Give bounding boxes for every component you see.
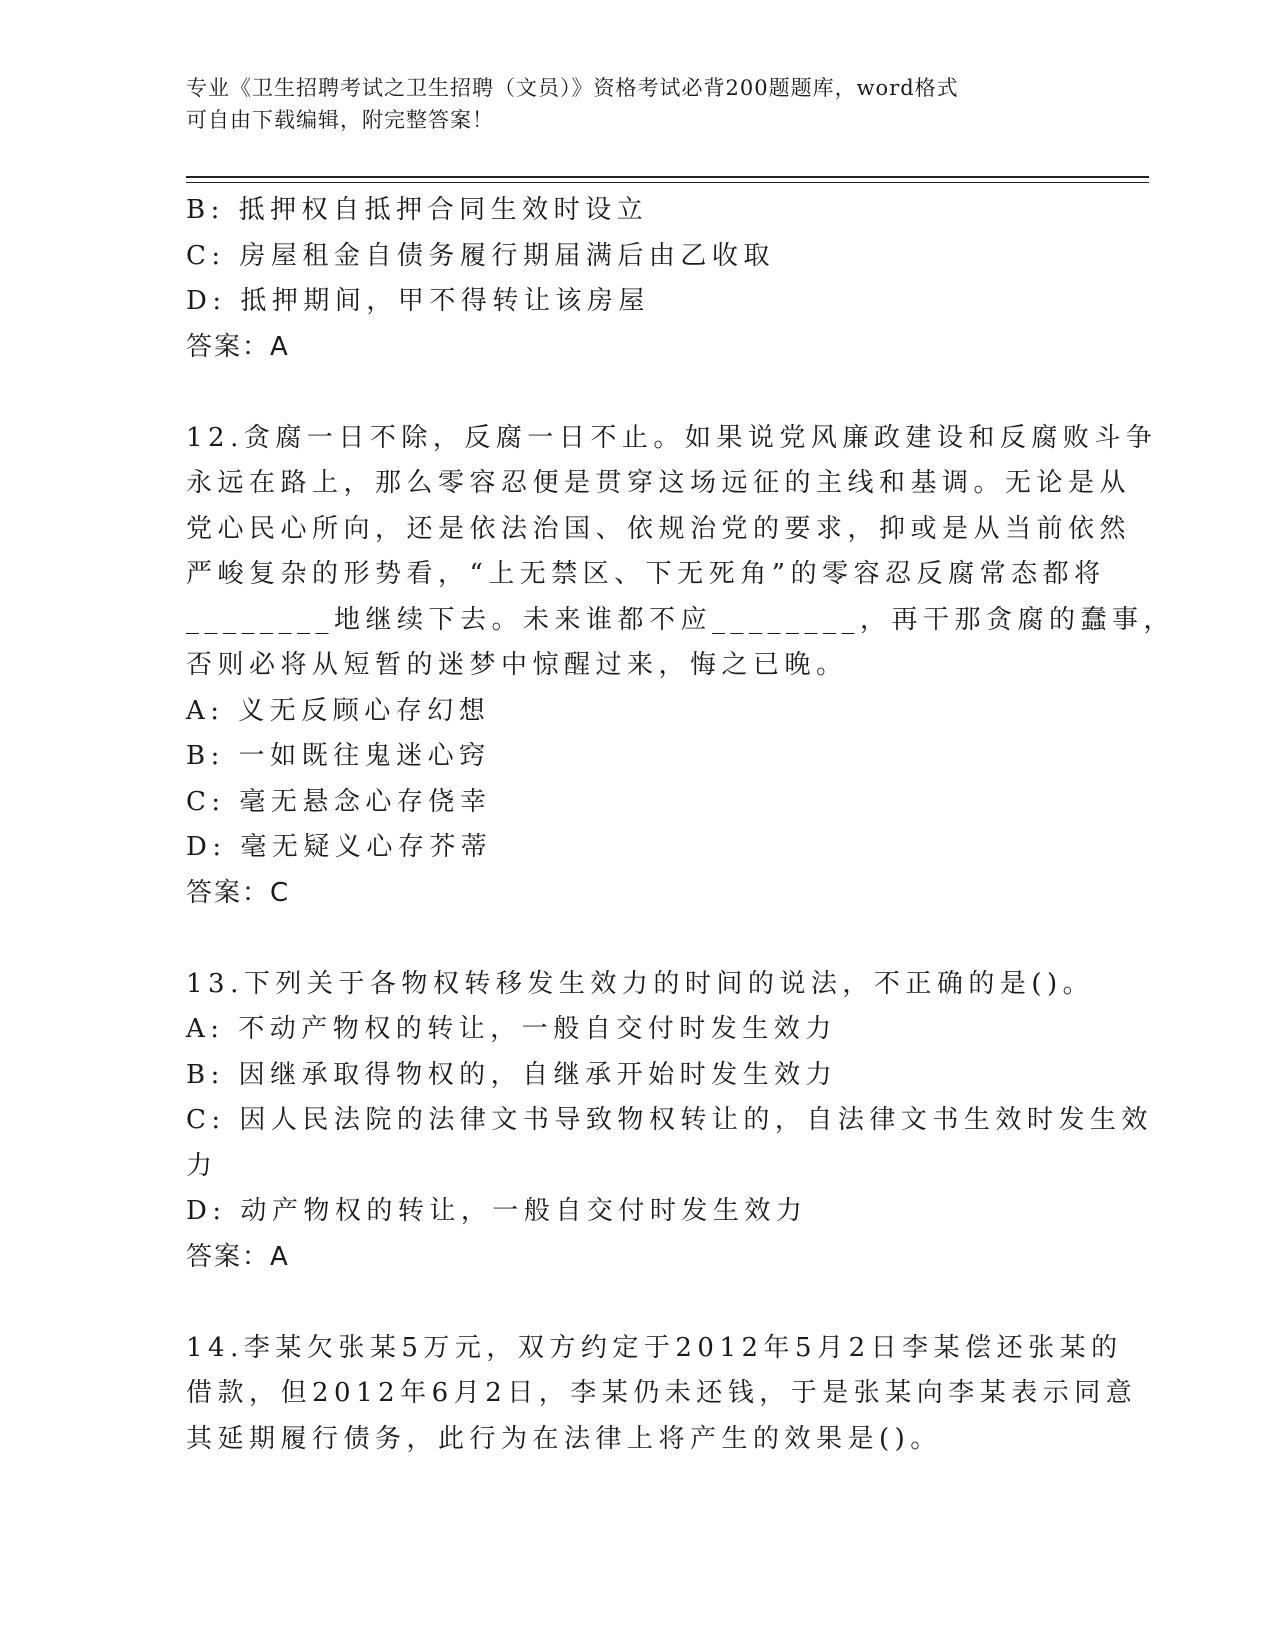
q13-stem: 13.下列关于各物权转移发生效力的时间的说法，不正确的是()。 [186, 968, 1095, 999]
q13-option-c-line: C: 因人民法院的法律文书导致物权转让的，自法律文书生效时发生效 [186, 1105, 1153, 1135]
q12-option-b: B: 一如既往鬼迷心窍 [186, 741, 491, 771]
q14-stem-line: 14.李某欠张某5万元，双方约定于2012年5月2日李某偿还张某的 [186, 1332, 1123, 1363]
q13-option-a: A: 不动产物权的转让，一般自交付时发生效力 [186, 1014, 837, 1044]
q13-option-d: D: 动产物权的转让，一般自交付时发生效力 [186, 1196, 808, 1226]
spacer [186, 1280, 1086, 1326]
q11-option-d: D: 抵押期间，甲不得转让该房屋 [186, 286, 650, 316]
question-11 [186, 188, 1086, 370]
header-divider-thin [186, 182, 1149, 183]
question-13 [186, 962, 1153, 1281]
question-12 [186, 416, 1176, 917]
spacer [186, 916, 1086, 962]
question-list [186, 188, 1176, 1462]
q12-option-a: A: 义无反顾心存幻想 [186, 695, 491, 726]
q12-option-c: C: 毫无悬念心存侥幸 [186, 786, 492, 817]
q12-stem-line: 严峻复杂的形势看，“上无禁区、下无死角”的零容忍反腐常态都将 [186, 559, 1106, 589]
header-title-line-1: 专业《卫生招聘考试之卫生招聘（文员）》资格考试必背200题题库，word格式 [186, 76, 959, 100]
q11-option-c: C: 房屋租金自债务履行期届满后由乙收取 [186, 240, 775, 271]
header-title-line-2: 可自由下载编辑，附完整答案！ [186, 108, 494, 132]
q14-stem-line: 借款，但2012年6月2日，李某仍未还钱，于是张某向李某表示同意 [186, 1378, 1138, 1408]
question-14 [186, 1326, 1138, 1463]
q12-stem-line: 12.贪腐一日不除，反腐一日不止。如果说党风廉政建设和反腐败斗争 [186, 422, 1158, 453]
q12-stem-line: 否则必将从短暂的迷梦中惊醒过来，悔之已晚。 [186, 650, 848, 680]
q12-stem-line: 党心民心所向，还是依法治国、依规治党的要求，抑或是从当前依然 [186, 513, 1132, 544]
q12-answer: 答案：C [186, 877, 291, 908]
header-divider-thick [186, 176, 1149, 178]
q12-option-d: D: 毫无疑义心存芥蒂 [186, 832, 493, 862]
q13-option-b: B: 因继承取得物权的，自继承开始时发生效力 [186, 1059, 838, 1090]
document-header [186, 72, 1086, 136]
q12-stem-line: 永远在路上，那么零容忍便是贯穿这场远征的主线和基调。无论是从 [186, 468, 1132, 498]
q12-stem-line: ________地继续下去。未来谁都不应________，再干那贪腐的蠢事， [186, 604, 1176, 635]
q14-stem-line: 其延期履行债务，此行为在法律上将产生的效果是()。 [186, 1423, 942, 1454]
q11-answer: 答案：A [186, 331, 290, 362]
q13-answer: 答案：A [186, 1241, 290, 1272]
q11-option-b: B: 抵押权自抵押合同生效时设立 [186, 195, 649, 225]
q13-option-c-line: 力 [186, 1150, 218, 1181]
spacer [186, 370, 1086, 416]
